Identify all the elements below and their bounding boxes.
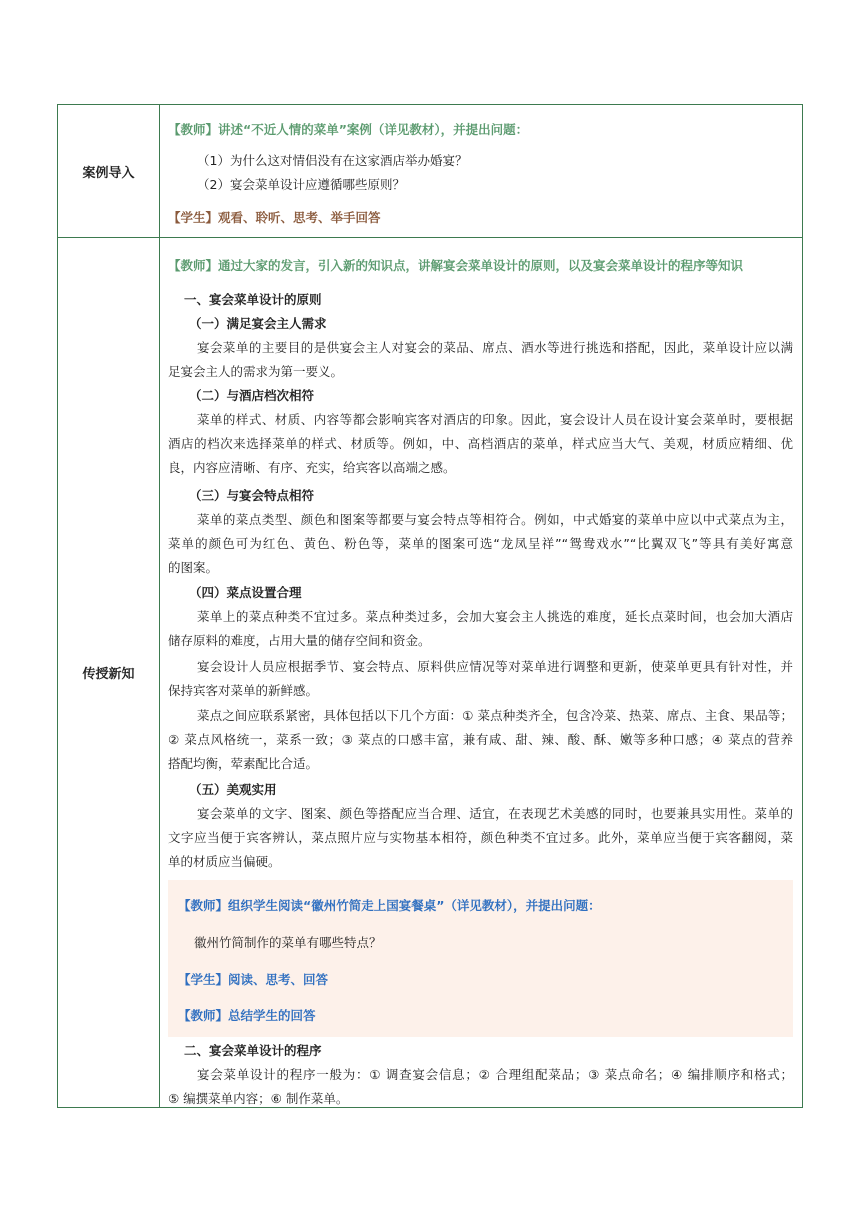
paragraph-line: 文字应当便于宾客辨认，菜点照片应与实物基本相符，颜色种类不宜过多。此外，菜单应当便于宾客翻阅，菜 bbox=[168, 830, 793, 845]
row-label-case-intro: 案例导入 bbox=[58, 105, 160, 237]
row-label-new-knowledge: 传授新知 bbox=[58, 238, 160, 1107]
paragraph-line: 菜单的样式、材质、内容等都会影响宾客对酒店的印象。因此，宴会设计人员在设计宴会菜单时，要根据 bbox=[197, 412, 793, 427]
paragraph-line: 菜单上的菜点种类不宜过多。菜点种类过多，会加大宴会主人挑选的难度，延长点菜时间，也会加大酒店 bbox=[197, 609, 793, 624]
student-activity: 【学生】观看、聆听、思考、举手回答 bbox=[168, 210, 381, 225]
paragraph-line: 单的材质应当偏硬。 bbox=[168, 854, 281, 869]
teacher-summary: 【教师】总结学生的回答 bbox=[178, 1008, 316, 1023]
principle-2-title: （二）与酒店档次相符 bbox=[189, 388, 315, 403]
table-row-case-intro bbox=[58, 105, 802, 238]
paragraph-line: 宴会菜单的文字、图案、颜色等搭配应当合理、适宜，在表现艺术美感的同时，也要兼具实用性。菜单的 bbox=[197, 806, 793, 821]
paragraph-line: 储存原料的难度，占用大量的储存空间和资金。 bbox=[168, 633, 431, 648]
paragraph-line: 菜单的菜点类型、颜色和图案等都要与宴会特点等相符合。例如，中式婚宴的菜单中应以中式菜点为主， bbox=[197, 512, 793, 527]
paragraph-line: 菜点之间应联系紧密，具体包括以下几个方面：① 菜点种类齐全，包含冷菜、热菜、席点、主食、果品等； bbox=[197, 708, 793, 723]
section-2-title: 二、宴会菜单设计的程序 bbox=[184, 1043, 322, 1058]
paragraph-line: 良，内容应清晰、有序、充实，给宾客以高端之感。 bbox=[168, 460, 456, 475]
reading-question: 徽州竹简制作的菜单有哪些特点？ bbox=[194, 935, 382, 950]
principle-1-title: （一）满足宴会主人需求 bbox=[189, 316, 327, 331]
row-content-new-knowledge bbox=[159, 238, 802, 1107]
paragraph-line: ② 菜点风格统一，菜系一致；③ 菜点的口感丰富，兼有咸、甜、辣、酸、酥、嫩等多种口感；④ 菜点的营养 bbox=[168, 732, 793, 747]
paragraph-line: 菜单的颜色可为红色、黄色、粉色等，菜单的图案可选“龙凤呈祥”“鸳鸯戏水”“比翼双飞”等具有美好寓意 bbox=[168, 536, 793, 551]
paragraph-line: 酒店的档次来选择菜单的样式、材质等。例如，中、高档酒店的菜单，样式应当大气、美观，材质应精细、优 bbox=[168, 436, 793, 451]
paragraph-line: 的图案。 bbox=[168, 560, 219, 575]
reading-activity-box bbox=[168, 880, 793, 1037]
principle-4-title: （四）菜点设置合理 bbox=[189, 585, 302, 600]
teacher-instruction: 【教师】讲述“不近人情的菜单”案例（详见教材），并提出问题： bbox=[168, 122, 529, 137]
section-1-title: 一、宴会菜单设计的原则 bbox=[184, 292, 322, 307]
lesson-table bbox=[57, 104, 803, 1108]
question-1: （1）为什么这对情侣没有在这家酒店举办婚宴？ bbox=[197, 153, 468, 168]
student-reading-activity: 【学生】阅读、思考、回答 bbox=[178, 972, 329, 987]
paragraph-line: 保持宾客对菜单的新鲜感。 bbox=[168, 683, 319, 698]
paragraph-line: 足宴会主人的需求为第一要义。 bbox=[168, 364, 344, 379]
paragraph-line: 搭配均衡，荤素配比合适。 bbox=[168, 756, 319, 771]
paragraph-line: ⑤ 编撰菜单内容；⑥ 制作菜单。 bbox=[168, 1091, 349, 1106]
row-content-case-intro bbox=[159, 105, 802, 237]
paragraph-line: 宴会设计人员应根据季节、宴会特点、原料供应情况等对菜单进行调整和更新，使菜单更具有针对性，并 bbox=[197, 659, 793, 674]
table-row-new-knowledge bbox=[58, 238, 802, 1107]
principle-5-title: （五）美观实用 bbox=[189, 782, 277, 797]
paragraph-line: 宴会菜单的主要目的是供宴会主人对宴会的菜品、席点、酒水等进行挑选和搭配，因此，菜单设计应以满 bbox=[197, 340, 793, 355]
teacher-intro: 【教师】通过大家的发言，引入新的知识点，讲解宴会菜单设计的原则，以及宴会菜单设计的程序等知识 bbox=[168, 258, 744, 273]
question-2: （2）宴会菜单设计应遵循哪些原则？ bbox=[197, 177, 405, 192]
paragraph-line: 宴会菜单设计的程序一般为：① 调查宴会信息；② 合理组配菜品；③ 菜点命名；④ 编排顺序和格式； bbox=[197, 1067, 793, 1082]
teacher-reading-task: 【教师】组织学生阅读“徽州竹简走上国宴餐桌”（详见教材），并提出问题： bbox=[178, 898, 601, 913]
principle-3-title: （三）与宴会特点相符 bbox=[189, 488, 315, 503]
